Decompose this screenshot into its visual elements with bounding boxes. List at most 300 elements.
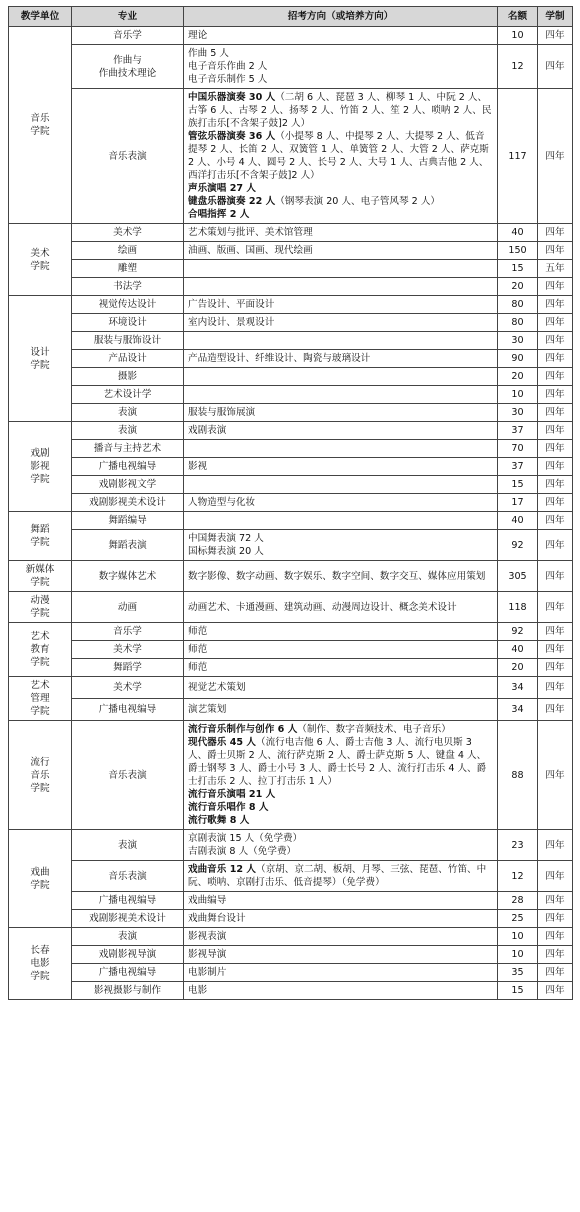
years-cell: 四年	[538, 721, 573, 830]
text-line: 视觉传达设计	[98, 299, 157, 310]
text-line: 新媒体	[25, 564, 55, 575]
text-line: 环境设计	[108, 317, 147, 328]
direction-line: 广告设计、平面设计	[188, 299, 275, 310]
direction-text: 键盘乐器演奏 22 人	[188, 196, 276, 207]
quota-cell: 34	[498, 677, 538, 699]
direction-cell	[184, 440, 498, 458]
major-cell	[72, 910, 184, 928]
years-cell: 四年	[538, 27, 573, 45]
direction-line: 师范	[188, 662, 208, 673]
table-row	[9, 242, 573, 260]
table-row	[9, 928, 573, 946]
table-row	[9, 659, 573, 677]
quota-cell: 40	[498, 641, 538, 659]
text-line: 美术	[30, 247, 50, 259]
table-row	[9, 422, 573, 440]
table-row	[9, 964, 573, 982]
major-cell	[72, 458, 184, 476]
years-cell: 四年	[538, 422, 573, 440]
text-line: 动漫	[30, 595, 50, 606]
college-cell	[9, 592, 72, 623]
years-cell: 四年	[538, 512, 573, 530]
quota-cell: 15	[498, 982, 538, 1000]
direction-line: 师范	[188, 644, 208, 655]
direction-cell	[184, 242, 498, 260]
text-line: 学院	[30, 782, 50, 794]
text-line: 美术学	[113, 644, 142, 655]
years-cell: 四年	[538, 89, 573, 224]
direction-text: （流行电吉他 6 人、爵士吉他 3 人、流行电贝斯 3 人、爵士贝斯 2 人、流行萨克斯 2 人、爵士萨克斯 5 人、键盘 4 人、爵士钢琴 3 人、爵士小号 3 人、爵士长号 2 人、流行打击乐 4 人、爵士打击乐 2 人、拉丁打击乐 1 人）	[188, 737, 487, 787]
table-row	[9, 260, 573, 278]
direction-cell	[184, 699, 498, 721]
years-cell: 四年	[538, 928, 573, 946]
text-line: 美术学	[113, 227, 142, 238]
text-line: 数字媒体艺术	[98, 570, 157, 582]
text-line: 长春	[30, 945, 50, 956]
direction-line: 数字影像、数字动画、数字娱乐、数字空间、数字交互、媒体应用策划	[188, 570, 486, 582]
major-cell	[72, 386, 184, 404]
quota-cell: 12	[498, 861, 538, 892]
years-cell: 四年	[538, 592, 573, 623]
direction-text: 声乐演唱 27 人	[188, 183, 256, 194]
table-row	[9, 910, 573, 928]
table-row	[9, 861, 573, 892]
years-cell: 四年	[538, 224, 573, 242]
major-cell	[72, 45, 184, 89]
direction-line: 服装与服饰展演	[188, 407, 256, 418]
major-cell	[72, 440, 184, 458]
text-line: 表演	[117, 839, 138, 851]
quota-cell: 15	[498, 260, 538, 278]
quota-cell: 35	[498, 964, 538, 982]
direction-text: 中国乐器演奏 30 人	[188, 92, 276, 103]
direction-cell	[184, 45, 498, 89]
quota-cell: 40	[498, 512, 538, 530]
text-line: 学院	[30, 971, 50, 982]
quota-cell: 40	[498, 224, 538, 242]
major-cell	[72, 699, 184, 721]
major-cell	[72, 224, 184, 242]
direction-cell	[184, 721, 498, 830]
text-line: 学院	[30, 474, 50, 485]
direction-cell	[184, 964, 498, 982]
text-line: 学院	[30, 260, 50, 272]
quota-cell: 70	[498, 440, 538, 458]
quota-cell: 117	[498, 89, 538, 224]
major-cell	[72, 964, 184, 982]
quota-cell: 20	[498, 659, 538, 677]
text-line: 舞蹈	[30, 524, 50, 535]
text-line: 音乐表演	[108, 150, 147, 162]
college-cell	[9, 224, 72, 296]
direction-text: 流行音乐演唱 21 人	[188, 789, 276, 800]
years-cell: 四年	[538, 296, 573, 314]
major-cell	[72, 861, 184, 892]
direction-cell	[184, 592, 498, 623]
college-cell	[9, 721, 72, 830]
text-line: 音乐	[30, 113, 50, 124]
direction-line: 师范	[188, 626, 208, 637]
header-unit: 教学单位	[9, 7, 72, 27]
quota-cell: 150	[498, 242, 538, 260]
quota-cell: 80	[498, 296, 538, 314]
direction-cell	[184, 861, 498, 892]
major-cell	[72, 946, 184, 964]
major-cell	[72, 89, 184, 224]
text-line: 音乐	[30, 769, 50, 781]
direction-text: （京胡、京二胡、板胡、月琴、三弦、琵琶、竹笛、中阮、唢呐、京剧打击乐、低音提琴）（免学费）	[188, 864, 487, 888]
text-line: 学院	[30, 126, 50, 137]
text-line: 广播电视编导	[98, 461, 157, 472]
direction-cell	[184, 27, 498, 45]
direction-text: 现代器乐 45 人	[188, 737, 256, 748]
years-cell: 四年	[538, 964, 573, 982]
direction-line: 作曲 5 人	[188, 48, 229, 59]
direction-line: 中国舞表演 72 人	[188, 533, 264, 544]
quota-cell: 10	[498, 946, 538, 964]
text-line: 产品设计	[108, 353, 147, 364]
years-cell: 四年	[538, 623, 573, 641]
major-cell	[72, 721, 184, 830]
quota-cell: 305	[498, 561, 538, 592]
text-line: 戏曲	[30, 866, 50, 878]
table-row	[9, 623, 573, 641]
quota-cell: 80	[498, 314, 538, 332]
table-row	[9, 332, 573, 350]
years-cell: 四年	[538, 677, 573, 699]
years-cell: 四年	[538, 350, 573, 368]
direction-cell	[184, 350, 498, 368]
major-cell	[72, 561, 184, 592]
major-cell	[72, 314, 184, 332]
major-cell	[72, 659, 184, 677]
major-cell	[72, 260, 184, 278]
direction-cell	[184, 561, 498, 592]
text-line: 艺术	[30, 631, 50, 642]
major-cell	[72, 623, 184, 641]
years-cell: 四年	[538, 440, 573, 458]
years-cell: 四年	[538, 641, 573, 659]
quota-cell: 30	[498, 404, 538, 422]
direction-text: 戏曲音乐 12 人	[188, 864, 256, 875]
major-cell	[72, 350, 184, 368]
direction-line: 视觉艺术策划	[188, 682, 246, 693]
table-row	[9, 458, 573, 476]
quota-cell: 37	[498, 458, 538, 476]
quota-cell: 10	[498, 386, 538, 404]
direction-cell	[184, 659, 498, 677]
table-row	[9, 368, 573, 386]
header-major: 专业	[72, 7, 184, 27]
college-cell	[9, 830, 72, 928]
text-line: 学院	[30, 359, 50, 371]
direction-line: 戏曲编导	[188, 895, 227, 906]
table-row	[9, 982, 573, 1000]
table-row	[9, 512, 573, 530]
direction-cell	[184, 422, 498, 440]
direction-cell	[184, 530, 498, 561]
quota-cell: 20	[498, 278, 538, 296]
direction-line: 人物造型与化妆	[188, 497, 256, 508]
direction-cell	[184, 641, 498, 659]
text-line: 戏剧	[30, 448, 50, 459]
years-cell: 四年	[538, 476, 573, 494]
major-cell	[72, 368, 184, 386]
header-years: 学制	[538, 7, 573, 27]
direction-line: 艺术策划与批评、美术馆管理	[188, 227, 313, 238]
quota-cell: 12	[498, 45, 538, 89]
table-row	[9, 45, 573, 89]
quota-cell: 25	[498, 910, 538, 928]
direction-line: 理论	[188, 30, 208, 41]
quota-cell: 17	[498, 494, 538, 512]
quota-cell: 10	[498, 928, 538, 946]
quota-cell: 37	[498, 422, 538, 440]
quota-cell: 34	[498, 699, 538, 721]
text-line: 舞蹈学	[113, 662, 142, 673]
table-row	[9, 677, 573, 699]
text-line: 舞蹈表演	[108, 539, 147, 551]
quota-cell: 28	[498, 892, 538, 910]
quota-cell: 90	[498, 350, 538, 368]
college-cell	[9, 561, 72, 592]
table-row	[9, 89, 573, 224]
table-row	[9, 699, 573, 721]
years-cell: 四年	[538, 982, 573, 1000]
text-line: 摄影	[117, 371, 138, 382]
text-line: 书法学	[113, 281, 142, 292]
major-cell	[72, 27, 184, 45]
text-line: 学院	[30, 577, 50, 588]
years-cell: 四年	[538, 386, 573, 404]
major-cell	[72, 296, 184, 314]
direction-line: 戏剧表演	[188, 425, 227, 436]
years-cell: 四年	[538, 861, 573, 892]
years-cell: 四年	[538, 314, 573, 332]
quota-cell: 30	[498, 332, 538, 350]
years-cell: 四年	[538, 458, 573, 476]
years-cell: 四年	[538, 910, 573, 928]
table-row	[9, 561, 573, 592]
direction-line: 产品造型设计、纤维设计、陶瓷与玻璃设计	[188, 353, 371, 364]
years-cell: 四年	[538, 530, 573, 561]
quota-cell: 15	[498, 476, 538, 494]
text-line: 表演	[117, 407, 138, 418]
text-line: 作曲与	[113, 54, 142, 66]
table-row	[9, 946, 573, 964]
text-line: 雕塑	[117, 263, 138, 274]
text-line: 学院	[30, 879, 50, 891]
direction-line: 国标舞表演 20 人	[188, 546, 264, 557]
text-line: 教育	[30, 644, 50, 655]
table-row	[9, 721, 573, 830]
direction-line: 动画艺术、卡通漫画、建筑动画、动漫周边设计、概念美术设计	[188, 601, 457, 613]
table-row	[9, 440, 573, 458]
direction-cell	[184, 386, 498, 404]
text-line: 艺术设计学	[103, 389, 152, 400]
direction-text: 流行音乐唱作 8 人	[188, 802, 269, 813]
major-cell	[72, 592, 184, 623]
text-line: 学院	[30, 657, 50, 668]
years-cell: 四年	[538, 278, 573, 296]
table-row	[9, 530, 573, 561]
major-cell	[72, 641, 184, 659]
text-line: 美术学	[113, 682, 142, 693]
direction-cell	[184, 368, 498, 386]
major-cell	[72, 830, 184, 861]
college-cell	[9, 623, 72, 677]
direction-line: 影视导演	[188, 949, 227, 960]
major-cell	[72, 332, 184, 350]
direction-cell	[184, 982, 498, 1000]
table-row	[9, 476, 573, 494]
text-line: 管理	[30, 693, 50, 704]
direction-cell	[184, 224, 498, 242]
direction-cell	[184, 494, 498, 512]
table-row	[9, 314, 573, 332]
direction-cell	[184, 623, 498, 641]
quota-cell: 118	[498, 592, 538, 623]
years-cell: 五年	[538, 260, 573, 278]
document-page	[8, 6, 572, 1000]
direction-cell	[184, 296, 498, 314]
direction-cell	[184, 830, 498, 861]
direction-line: 演艺策划	[188, 704, 227, 715]
header-row	[9, 7, 573, 27]
direction-line: 京剧表演 15 人（免学费）	[188, 833, 303, 844]
text-line: 设计	[30, 346, 50, 358]
text-line: 音乐学	[113, 626, 142, 637]
direction-text: （制作、数字音频技术、电子音乐）	[297, 724, 451, 735]
table-body	[9, 27, 573, 1000]
admissions-table	[8, 6, 573, 1000]
major-cell	[72, 512, 184, 530]
years-cell: 四年	[538, 404, 573, 422]
table-row	[9, 641, 573, 659]
direction-line: 油画、版画、国画、现代绘画	[188, 245, 313, 256]
quota-cell: 92	[498, 623, 538, 641]
direction-line: 戏曲舞台设计	[188, 913, 246, 924]
quota-cell: 23	[498, 830, 538, 861]
direction-cell	[184, 458, 498, 476]
direction-cell	[184, 314, 498, 332]
direction-cell	[184, 892, 498, 910]
quota-cell: 88	[498, 721, 538, 830]
direction-cell	[184, 910, 498, 928]
direction-text: （二胡 6 人、琵琶 3 人、柳琴 1 人、中阮 2 人、古筝 6 人、古琴 2 人、扬琴 2 人、竹笛 2 人、笙 2 人、唢呐 2 人、民族打击乐[不含架子鼓]2 人）	[188, 92, 492, 129]
header-direction: 招考方向（或培养方向）	[184, 7, 498, 27]
text-line: 广播电视编导	[98, 895, 157, 906]
years-cell: 四年	[538, 368, 573, 386]
table-row	[9, 278, 573, 296]
years-cell: 四年	[538, 45, 573, 89]
years-cell: 四年	[538, 946, 573, 964]
table-row	[9, 494, 573, 512]
direction-text: 管弦乐器演奏 36 人	[188, 131, 276, 142]
text-line: 电影	[30, 958, 50, 969]
years-cell: 四年	[538, 494, 573, 512]
major-cell	[72, 892, 184, 910]
years-cell: 四年	[538, 892, 573, 910]
table-row	[9, 592, 573, 623]
table-row	[9, 404, 573, 422]
direction-line: 电影制片	[188, 967, 227, 978]
years-cell: 四年	[538, 699, 573, 721]
major-cell	[72, 530, 184, 561]
text-line: 影视	[30, 461, 50, 472]
text-line: 流行	[30, 756, 50, 768]
direction-cell	[184, 946, 498, 964]
text-line: 表演	[117, 931, 138, 942]
table-row	[9, 386, 573, 404]
major-cell	[72, 494, 184, 512]
text-line: 作曲技术理论	[98, 67, 157, 79]
text-line: 服装与服饰设计	[93, 335, 162, 346]
direction-line: 室内设计、景观设计	[188, 317, 275, 328]
college-cell	[9, 296, 72, 422]
college-cell	[9, 27, 72, 224]
major-cell	[72, 242, 184, 260]
text-line: 舞蹈编导	[108, 515, 147, 526]
college-cell	[9, 677, 72, 721]
text-line: 绘画	[117, 245, 138, 256]
major-cell	[72, 476, 184, 494]
text-line: 播音与主持艺术	[93, 443, 162, 454]
text-line: 广播电视编导	[98, 967, 157, 978]
text-line: 表演	[117, 425, 138, 436]
direction-text: 合唱指挥 2 人	[188, 209, 250, 220]
direction-cell	[184, 260, 498, 278]
text-line: 戏剧影视美术设计	[89, 913, 166, 924]
text-line: 学院	[30, 608, 50, 619]
quota-cell: 10	[498, 27, 538, 45]
years-cell: 四年	[538, 242, 573, 260]
text-line: 戏剧影视美术设计	[89, 497, 166, 508]
text-line: 艺术	[30, 680, 50, 691]
direction-line: 电子音乐制作 5 人	[188, 74, 268, 85]
major-cell	[72, 677, 184, 699]
direction-line: 吉剧表演 8 人（免学费）	[188, 846, 297, 857]
text-line: 广播电视编导	[98, 704, 157, 715]
direction-cell	[184, 404, 498, 422]
text-line: 学院	[30, 706, 50, 717]
text-line: 影视摄影与制作	[93, 985, 162, 996]
quota-cell: 92	[498, 530, 538, 561]
table-row	[9, 350, 573, 368]
years-cell: 四年	[538, 561, 573, 592]
text-line: 音乐表演	[108, 769, 147, 781]
table-row	[9, 830, 573, 861]
header-quota: 名额	[498, 7, 538, 27]
table-row	[9, 296, 573, 314]
direction-text: 流行歌舞 8 人	[188, 815, 250, 826]
direction-cell	[184, 476, 498, 494]
direction-cell	[184, 928, 498, 946]
table-row	[9, 27, 573, 45]
direction-text: 流行音乐制作与创作 6 人	[188, 724, 298, 735]
text-line: 音乐表演	[108, 870, 147, 882]
years-cell: 四年	[538, 830, 573, 861]
major-cell	[72, 928, 184, 946]
direction-cell	[184, 89, 498, 224]
table-header	[9, 7, 573, 27]
major-cell	[72, 278, 184, 296]
direction-line: 电子音乐作曲 2 人	[188, 61, 268, 72]
direction-line: 影视	[188, 461, 208, 472]
college-cell	[9, 928, 72, 1000]
years-cell: 四年	[538, 332, 573, 350]
direction-cell	[184, 278, 498, 296]
